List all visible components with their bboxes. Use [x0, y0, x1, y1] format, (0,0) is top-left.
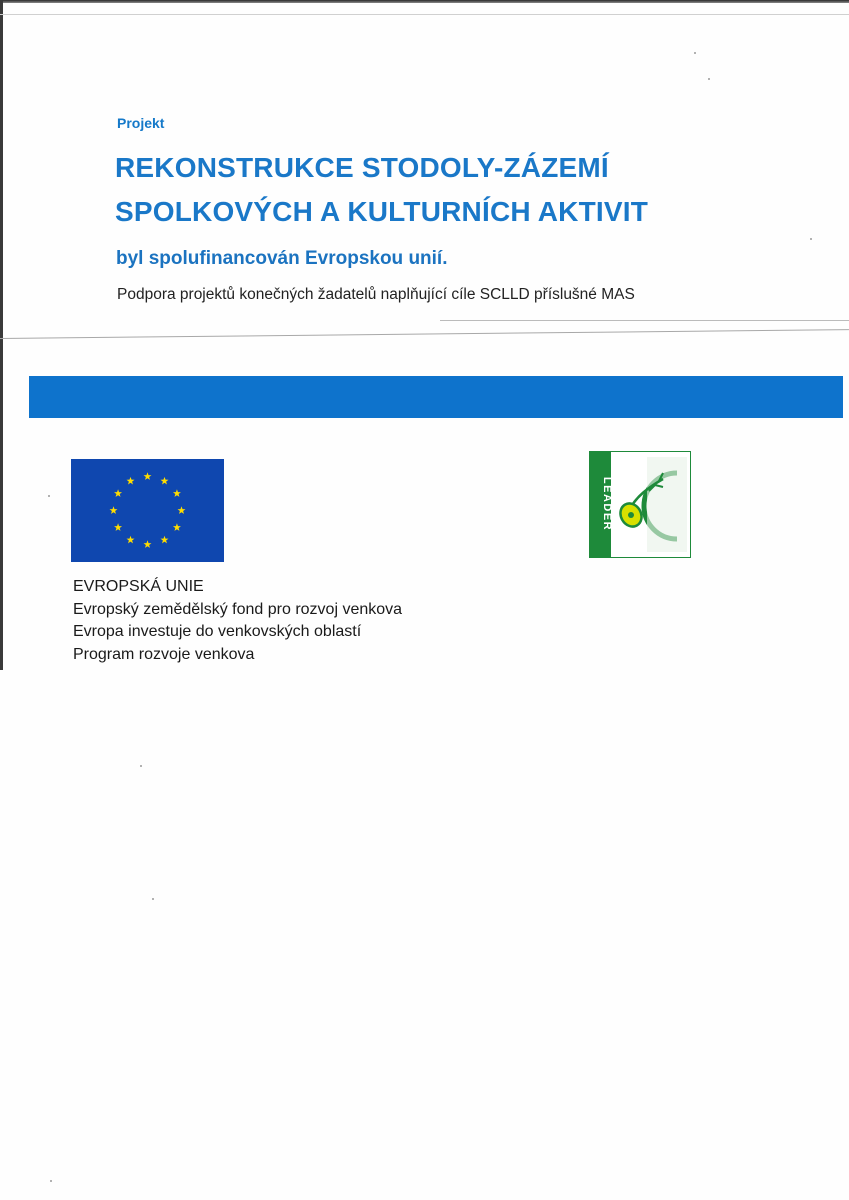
- speck: [140, 765, 142, 767]
- blue-band: [29, 376, 843, 418]
- scan-edge: [0, 0, 849, 3]
- speck: [152, 898, 154, 900]
- project-label: Projekt: [117, 115, 165, 131]
- eu-text-block: [73, 576, 402, 666]
- eu-line: EVROPSKÁ UNIE: [73, 578, 204, 595]
- eu-line: Evropský zemědělský fond pro rozvoj venkova: [73, 600, 403, 618]
- project-title: [115, 146, 648, 234]
- eu-line: Program rozvoje venkova: [73, 645, 255, 663]
- scan-line: [440, 320, 849, 321]
- scan-edge: [0, 0, 3, 670]
- title-line-1: REKONSTRUKCE STODOLY-ZÁZEMÍ: [115, 152, 609, 183]
- speck: [708, 78, 710, 80]
- speck: [694, 52, 696, 54]
- eu-flag-icon: [71, 459, 224, 562]
- support-text: Podpora projektů konečných žadatelů naplňující cíle SCLLD příslušné MAS: [117, 286, 635, 303]
- title-line-2: SPOLKOVÝCH A KULTURNÍCH AKTIVIT: [115, 196, 649, 227]
- leader-logo-icon: [589, 451, 691, 558]
- scan-line: [0, 14, 849, 15]
- speck: [48, 495, 50, 497]
- speck: [50, 1180, 52, 1182]
- cofinanced-statement: byl spolufinancován Evropskou unií.: [116, 248, 448, 269]
- eu-line: Evropa investuje do venkovských oblastí: [73, 623, 362, 640]
- leader-text: LEADER: [601, 476, 613, 532]
- fold-line: [0, 329, 849, 339]
- speck: [810, 238, 812, 240]
